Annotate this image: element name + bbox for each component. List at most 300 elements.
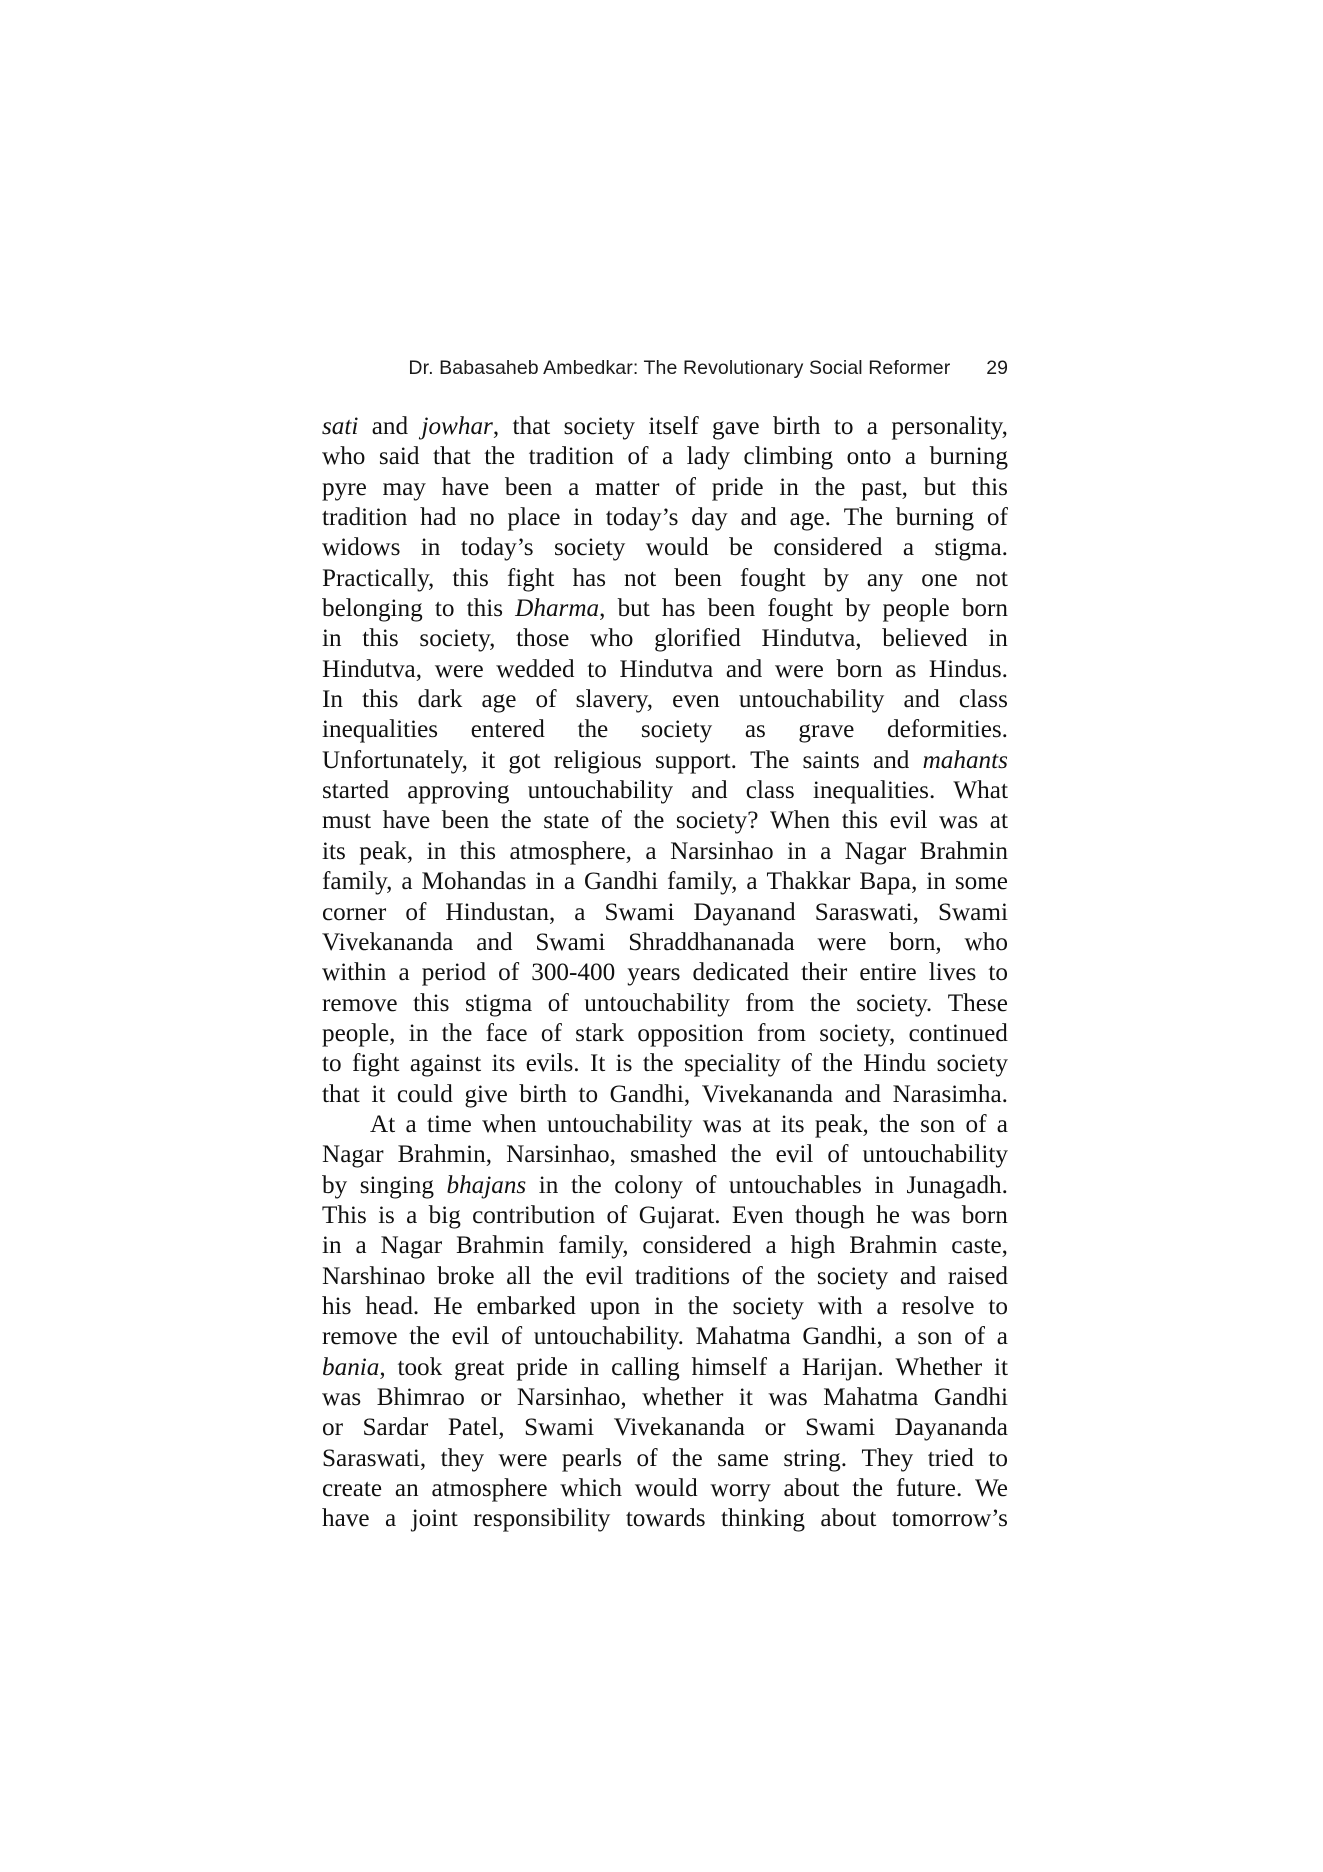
text-line-words xyxy=(322,655,1008,685)
text-line xyxy=(322,685,1008,715)
word xyxy=(322,1140,384,1170)
word xyxy=(322,958,386,988)
word-text: of xyxy=(636,1444,658,1472)
word xyxy=(427,1110,472,1140)
word xyxy=(726,655,762,685)
word-text: Vivekananda xyxy=(322,928,454,956)
word-text: traditions xyxy=(634,1262,731,1290)
text-line xyxy=(322,928,1008,958)
word-text: a xyxy=(355,1232,367,1260)
word xyxy=(648,412,698,442)
word xyxy=(842,806,878,836)
word xyxy=(469,503,494,533)
word-text: of xyxy=(695,1171,717,1199)
word-text: untouchability. xyxy=(533,1323,684,1351)
word xyxy=(852,1474,883,1504)
word-text: wedded xyxy=(496,655,575,683)
word-text: Unfortunately, xyxy=(322,746,468,774)
word-text: the xyxy=(577,716,609,744)
word xyxy=(962,1201,1008,1231)
word-text: create xyxy=(322,1475,383,1503)
word xyxy=(836,655,882,685)
word xyxy=(810,989,841,1019)
italic-term: sati xyxy=(322,413,359,440)
text-line xyxy=(322,867,1008,897)
word xyxy=(541,1019,562,1049)
word xyxy=(467,594,503,624)
word-text: Bhimrao xyxy=(376,1384,465,1411)
word-text: in xyxy=(926,868,946,896)
word-text: by xyxy=(322,1171,348,1199)
text-line xyxy=(322,1413,1008,1443)
word xyxy=(418,685,463,715)
word xyxy=(322,1201,367,1231)
word xyxy=(529,442,614,472)
word-text: dark xyxy=(417,686,463,714)
word xyxy=(379,442,420,472)
word xyxy=(526,1049,580,1079)
word-text: from xyxy=(757,1019,806,1047)
word-text: day xyxy=(691,504,728,532)
italic-term: bhajans xyxy=(446,1171,527,1199)
word xyxy=(770,806,830,836)
word-text: about xyxy=(783,1475,840,1503)
word-text: glorified xyxy=(654,625,741,653)
word xyxy=(624,564,656,594)
word xyxy=(398,958,409,988)
word-text: Mahatma xyxy=(695,1323,791,1351)
word-text: tried xyxy=(927,1444,974,1472)
word xyxy=(412,1504,458,1534)
word-text: Mahatma xyxy=(823,1384,919,1411)
word xyxy=(630,1140,717,1170)
word xyxy=(460,837,496,867)
word xyxy=(750,746,789,776)
word-text: this xyxy=(466,595,504,623)
word xyxy=(929,958,977,988)
word-text: been xyxy=(441,807,490,835)
word xyxy=(739,1383,753,1413)
word-text: they xyxy=(440,1444,485,1472)
word xyxy=(692,958,789,988)
word-text: said xyxy=(378,443,420,471)
text-line xyxy=(322,806,1008,836)
word xyxy=(805,1413,875,1443)
word-text: any xyxy=(866,564,904,592)
word xyxy=(896,1474,962,1504)
word xyxy=(636,1444,657,1474)
word xyxy=(903,685,939,715)
italic-term: mahants xyxy=(922,746,1008,774)
word-text: was xyxy=(322,1384,362,1411)
word-text: to xyxy=(833,413,854,440)
word-text: society xyxy=(640,716,713,744)
word-text: to xyxy=(587,655,607,683)
word-text: state xyxy=(543,807,590,835)
word xyxy=(370,1110,395,1140)
word-text: by xyxy=(845,595,871,623)
word xyxy=(410,1049,481,1079)
running-head-title: Dr. Babasaheb Ambedkar: The Revolutionary Social Reformer xyxy=(408,356,951,379)
word-text: to xyxy=(434,595,455,623)
word xyxy=(765,1231,776,1261)
word-text: the xyxy=(543,1262,574,1290)
word-text: it xyxy=(371,1080,386,1108)
word xyxy=(643,1049,674,1079)
word xyxy=(655,746,737,776)
word xyxy=(712,473,764,503)
word xyxy=(573,503,593,533)
word xyxy=(674,564,722,594)
word xyxy=(895,1353,982,1383)
word xyxy=(322,412,358,442)
word-text: of xyxy=(827,1141,849,1169)
word xyxy=(731,1140,762,1170)
word-text: a xyxy=(820,837,832,865)
word xyxy=(988,1292,1008,1322)
word-text: of xyxy=(600,807,622,835)
word-text: birth xyxy=(772,413,821,440)
word-text: period xyxy=(421,959,487,987)
word xyxy=(322,1171,347,1201)
word-text: untouchability xyxy=(862,1141,1008,1169)
word xyxy=(951,1231,1008,1261)
word xyxy=(876,1201,900,1231)
word-text: society xyxy=(732,1292,804,1320)
text-line-words xyxy=(322,594,1008,624)
word-text: that xyxy=(433,443,471,471)
word-text: Sardar xyxy=(362,1414,429,1442)
word-text: upon xyxy=(589,1292,641,1320)
word-text: atmosphere, xyxy=(509,837,632,865)
word xyxy=(322,1080,360,1110)
word xyxy=(322,1231,342,1261)
word-text: a xyxy=(398,959,410,987)
word xyxy=(676,806,759,836)
text-line-words xyxy=(322,806,1008,836)
word xyxy=(322,989,398,1019)
word-text: or xyxy=(480,1384,502,1411)
word xyxy=(695,1171,716,1201)
word xyxy=(823,1383,918,1413)
word-text: in xyxy=(538,1171,559,1199)
word xyxy=(322,442,365,472)
word xyxy=(691,503,727,533)
word-text: grave xyxy=(798,716,855,744)
text-line xyxy=(322,412,1008,442)
word-text: were xyxy=(498,1444,548,1472)
word-text: pyre xyxy=(322,473,367,501)
word xyxy=(921,564,957,594)
word-text: who xyxy=(590,625,634,653)
word xyxy=(584,989,730,1019)
word xyxy=(662,442,673,472)
word-text: age xyxy=(481,686,517,714)
word xyxy=(554,533,625,563)
text-line-words xyxy=(322,1231,1008,1261)
word-text: Brahmin xyxy=(456,1232,545,1260)
word xyxy=(688,1292,719,1322)
word xyxy=(928,1444,974,1474)
word-text: the xyxy=(774,1262,806,1290)
word xyxy=(421,533,441,563)
word-text: today’s xyxy=(605,504,679,532)
word-text: today’s xyxy=(460,534,534,562)
word-text: of xyxy=(540,1019,562,1047)
word-text: He xyxy=(433,1292,463,1320)
word-text: its xyxy=(491,1050,516,1078)
word-text: personality, xyxy=(891,413,1008,440)
word-text: burning xyxy=(895,504,975,532)
word-text: had xyxy=(420,504,457,532)
word xyxy=(442,473,490,503)
word-text: Bapa, xyxy=(859,868,918,896)
word xyxy=(322,1292,351,1322)
word xyxy=(510,837,632,867)
text-line-words xyxy=(322,442,1008,472)
word-text: evil xyxy=(889,807,928,835)
word xyxy=(398,1140,492,1170)
text-line-words xyxy=(322,1383,1008,1413)
word-text: in xyxy=(322,1232,342,1260)
word-text: pride xyxy=(516,1353,568,1381)
word-text: the xyxy=(570,1171,602,1199)
word-text: deformities. xyxy=(886,716,1008,744)
word-text: of xyxy=(498,959,520,987)
word xyxy=(646,533,709,563)
text-line-words xyxy=(322,746,1008,776)
word xyxy=(480,1383,501,1413)
word xyxy=(356,1231,367,1261)
word-text: burning xyxy=(929,443,1008,471)
word-text: that xyxy=(322,1080,360,1108)
word-text: Vivekananda xyxy=(701,1080,834,1108)
word xyxy=(427,837,447,867)
word-text: it xyxy=(481,746,496,774)
text-line xyxy=(322,746,1008,776)
word-text: of xyxy=(405,898,427,926)
word xyxy=(873,746,909,776)
word xyxy=(383,806,431,836)
word-text: even xyxy=(672,686,720,714)
word xyxy=(948,1262,1008,1292)
word xyxy=(461,533,534,563)
word-text: evil xyxy=(585,1262,624,1290)
word-text: same xyxy=(717,1444,769,1472)
word-text: in xyxy=(322,625,342,653)
word xyxy=(448,1413,505,1443)
word-text: Hindutva, xyxy=(322,655,423,683)
word xyxy=(776,1140,814,1170)
word-text: itself xyxy=(648,413,699,440)
word-text: a xyxy=(866,413,878,440)
word xyxy=(890,806,928,836)
text-line xyxy=(322,1444,1008,1474)
word xyxy=(577,715,608,745)
text-line-words xyxy=(322,898,1008,928)
word-text: Brahmin, xyxy=(397,1141,493,1169)
text-line-words xyxy=(322,1444,1008,1474)
word-text: a xyxy=(661,443,674,471)
word xyxy=(900,1262,936,1292)
word xyxy=(766,867,850,897)
word xyxy=(385,1504,396,1534)
word xyxy=(486,1019,528,1049)
text-line xyxy=(322,1201,1008,1231)
word-text: fight xyxy=(506,564,555,592)
word xyxy=(476,928,512,958)
word xyxy=(547,1110,693,1140)
word-text: Saraswati, xyxy=(322,1444,427,1472)
text-line xyxy=(322,473,1008,503)
word-text: Patel, xyxy=(447,1414,505,1442)
word xyxy=(882,624,967,654)
word xyxy=(844,503,883,533)
word xyxy=(568,473,579,503)
word-text: Hindutva xyxy=(619,655,714,683)
word-text: took xyxy=(397,1353,443,1381)
body-text xyxy=(322,412,1008,1535)
word-text: belonging xyxy=(322,595,423,623)
word-text: a xyxy=(765,1232,777,1260)
word xyxy=(934,1383,1008,1413)
word-text: society xyxy=(554,534,626,562)
word-text: stigma. xyxy=(934,534,1008,562)
word-text: who xyxy=(322,443,366,471)
word xyxy=(834,412,854,442)
word-text: approving xyxy=(407,777,510,805)
word-text: one xyxy=(921,564,958,592)
word xyxy=(605,898,675,928)
word-text: to xyxy=(322,1050,342,1078)
text-line xyxy=(322,1049,1008,1079)
word xyxy=(322,473,367,503)
text-line-words xyxy=(322,1140,1008,1170)
word xyxy=(813,776,935,806)
word xyxy=(801,958,847,988)
word xyxy=(498,958,519,988)
word-text: born xyxy=(836,655,883,683)
text-line-words xyxy=(322,776,1008,806)
word xyxy=(953,776,1008,806)
text-line-words xyxy=(322,1201,1008,1231)
word-text: son xyxy=(917,1323,953,1351)
word xyxy=(662,594,696,624)
word-text: a xyxy=(384,1505,397,1533)
word xyxy=(781,1110,805,1140)
word-text: by xyxy=(823,564,849,592)
word xyxy=(590,624,633,654)
word xyxy=(464,1080,507,1110)
word-text: in xyxy=(988,625,1008,653)
word-text: family, xyxy=(667,868,738,896)
word xyxy=(923,746,1008,776)
text-line xyxy=(322,1292,1008,1322)
word-text: and xyxy=(844,1080,881,1108)
word xyxy=(322,655,422,685)
word xyxy=(988,1444,1008,1474)
word xyxy=(585,1262,623,1292)
word xyxy=(616,1049,633,1079)
word xyxy=(997,1322,1008,1352)
word-text: their xyxy=(801,959,848,987)
word-text: joint xyxy=(411,1505,458,1533)
word-text: string. xyxy=(783,1444,848,1472)
word-text: At xyxy=(370,1110,396,1138)
word-text: the xyxy=(730,1141,762,1169)
word-text: embarked xyxy=(476,1292,576,1320)
word-text: The xyxy=(750,746,790,774)
word-text: of xyxy=(964,1323,986,1351)
word-text: Narsinhao, xyxy=(516,1384,627,1411)
word-text: born xyxy=(961,1201,1008,1229)
word xyxy=(590,1292,640,1322)
word xyxy=(773,533,882,563)
text-line xyxy=(322,533,1008,563)
text-line xyxy=(322,1140,1008,1170)
word-text: a xyxy=(996,1110,1008,1138)
word-text: Brahmin xyxy=(919,837,1008,865)
word xyxy=(696,1322,791,1352)
word-text: not xyxy=(975,564,1008,592)
word-text: What xyxy=(953,777,1008,805)
text-line-words xyxy=(322,1322,1008,1352)
word xyxy=(935,533,1008,563)
word xyxy=(889,928,941,958)
word xyxy=(783,1444,847,1474)
word xyxy=(610,1080,690,1110)
word xyxy=(558,1231,628,1261)
word-text: considered xyxy=(773,534,883,562)
text-line xyxy=(322,898,1008,928)
word-text: climbing xyxy=(743,443,834,471)
text-line-words xyxy=(322,412,1008,442)
word xyxy=(564,867,575,897)
word xyxy=(377,1383,465,1413)
word xyxy=(703,1110,742,1140)
word xyxy=(618,594,650,624)
word xyxy=(856,989,932,1019)
word-text: inequalities. xyxy=(812,777,936,805)
word xyxy=(964,1322,985,1352)
word-text: people xyxy=(882,595,950,623)
word xyxy=(363,1413,429,1443)
word xyxy=(452,1322,490,1352)
word xyxy=(322,715,438,745)
word xyxy=(891,412,1008,442)
word xyxy=(745,989,794,1019)
word xyxy=(740,564,806,594)
word-text: and xyxy=(476,928,513,956)
word xyxy=(845,837,907,867)
word xyxy=(531,958,615,988)
word-text: to xyxy=(988,1292,1008,1320)
word-text: been xyxy=(504,473,553,501)
word xyxy=(824,564,849,594)
word-text: the xyxy=(500,807,532,835)
word-text: about xyxy=(820,1505,877,1533)
word-text: calling xyxy=(611,1353,680,1381)
word-text: the xyxy=(822,1050,853,1078)
word xyxy=(614,1413,745,1443)
word-text: started xyxy=(322,777,390,805)
word-text: of xyxy=(606,1201,628,1229)
word xyxy=(687,442,730,472)
word-text: the xyxy=(441,1019,473,1047)
word-text: from xyxy=(745,989,795,1017)
word xyxy=(815,473,846,503)
word xyxy=(863,1049,926,1079)
